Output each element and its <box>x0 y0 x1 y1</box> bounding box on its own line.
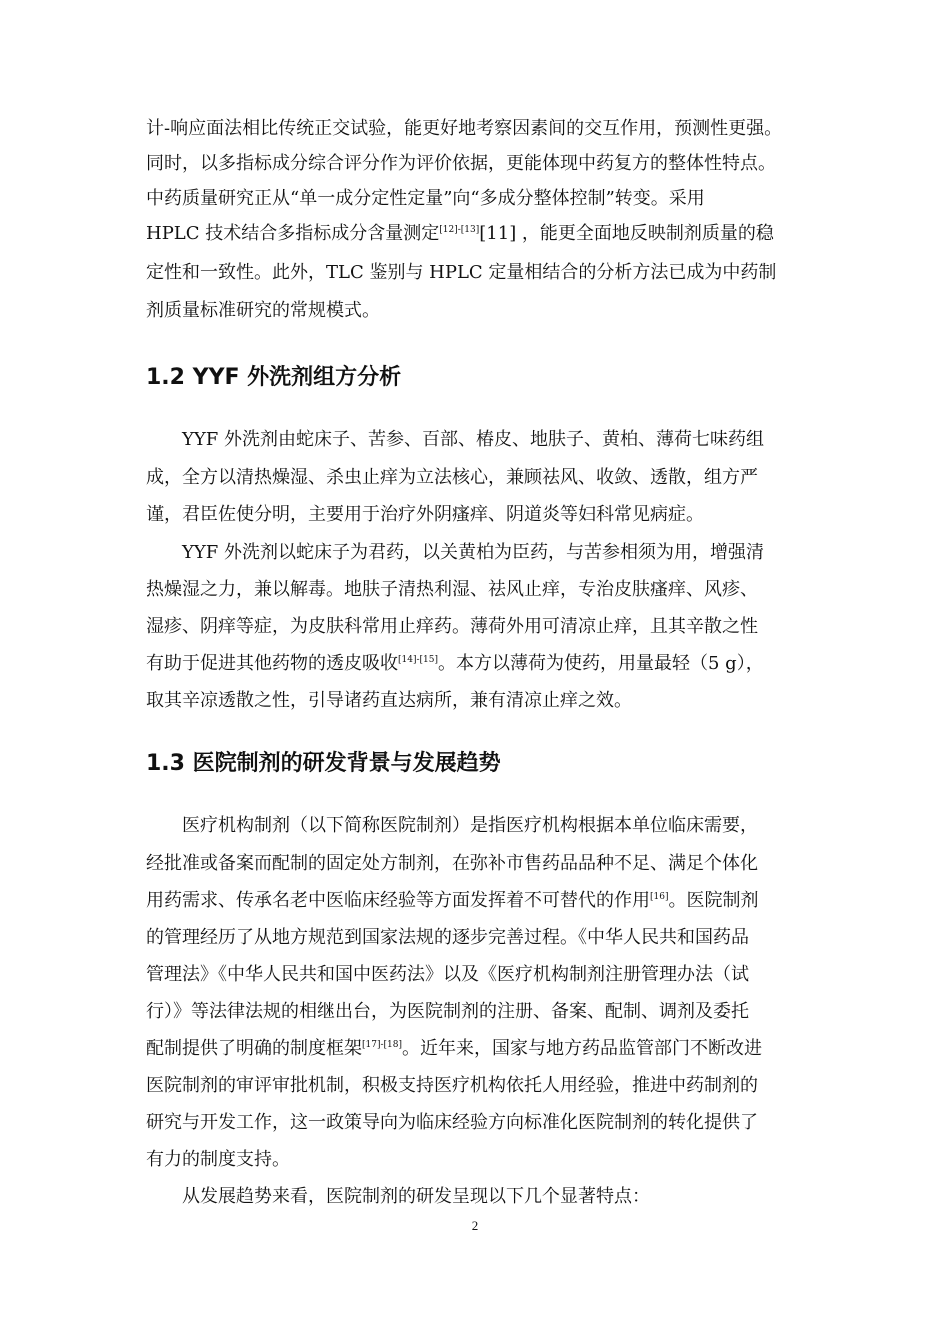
body-text-line: 行）》等法律法规的相继出台，为医院制剂的注册、备案、配制、调剂及委托 <box>146 1001 749 1022</box>
body-text-line: 热燥湿之力，兼以解毒。地肤子清热利湿、祛风止痒，专治皮肤瘙痒、风疹、 <box>146 579 758 600</box>
text-span: 。医院制剂 <box>668 890 759 911</box>
body-text-line: 谨，君臣佐使分明，主要用于治疗外阴瘙痒、阴道炎等妇科常见病症。 <box>146 504 704 525</box>
body-text-line: 的管理经历了从地方规范到国家法规的逐步完善过程。《中华人民共和国药品 <box>146 927 749 948</box>
body-text-line: 定性和一致性。此外，TLC 鉴别与 HPLC 定量相结合的分析方法已成为中药制 <box>146 262 777 283</box>
text-span: [11] ，能更全面地反映制剂质量的稳 <box>479 223 774 244</box>
body-text-line <box>146 652 764 676</box>
body-text-line: 有力的制度支持。 <box>146 1149 290 1170</box>
body-text-line: YYF 外洗剂由蛇床子、苦参、百部、椿皮、地肤子、黄柏、薄荷七味药组 <box>182 429 764 450</box>
text-span: HPLC 技术结合多指标成分含量测定 <box>146 223 440 244</box>
text-span: 有助于促进其他药物的透皮吸收 <box>146 653 398 674</box>
page-number: 2 <box>471 1218 479 1233</box>
body-text-line: 湿疹、阴痒等症，为皮肤科常用止痒药。薄荷外用可清凉止痒，且其辛散之性 <box>146 616 758 637</box>
body-text-line: 经批准或备案而配制的固定处方制剂，在弥补市售药品品种不足、满足个体化 <box>146 853 758 874</box>
section-heading: 1.3 医院制剂的研发背景与发展趋势 <box>146 751 501 776</box>
body-text-line <box>146 889 758 913</box>
body-text-line: YYF 外洗剂以蛇床子为君药，以关黄柏为臣药，与苦参相须为用，增强清 <box>182 542 764 563</box>
body-text-line: 中药质量研究正从“单一成分定性定量”向“多成分整体控制”转变。采用 <box>146 188 705 209</box>
body-text-line: 同时，以多指标成分综合评分作为评价依据，更能体现中药复方的整体性特点。 <box>146 153 776 174</box>
text-span: 配制提供了明确的制度框架 <box>146 1038 362 1059</box>
citation-ref: [17]-[18] <box>362 1040 402 1050</box>
text-span: 。本方以薄荷为使药，用量最轻（5 g）， <box>438 653 764 674</box>
citation-ref: [14]-[15] <box>398 655 438 665</box>
body-text-line: 从发展趋势来看，医院制剂的研发呈现以下几个显著特点： <box>182 1186 650 1207</box>
text-span: 。近年来，国家与地方药品监管部门不断改进 <box>402 1038 762 1059</box>
section-heading: 1.2 YYF 外洗剂组方分析 <box>146 365 402 390</box>
body-text-line <box>146 1037 762 1061</box>
body-text-line: 剂质量标准研究的常规模式。 <box>146 300 380 321</box>
body-text-line: 医疗机构制剂（以下简称医院制剂）是指医疗机构根据本单位临床需要， <box>182 815 758 836</box>
citation-ref: [12]-[13] <box>439 225 480 235</box>
body-text-line: 计-响应面法相比传统正交试验，能更好地考察因素间的交互作用，预测性更强。 <box>146 118 783 139</box>
body-text-line: 研究与开发工作，这一政策导向为临床经验方向标准化医院制剂的转化提供了 <box>146 1112 758 1133</box>
text-span: 用药需求、传承名老中医临床经验等方面发挥着不可替代的作用 <box>146 890 650 911</box>
body-text-line: 医院制剂的审评审批机制，积极支持医疗机构依托人用经验，推进中药制剂的 <box>146 1075 758 1096</box>
body-text-line <box>146 222 774 246</box>
body-text-line: 管理法》《中华人民共和国中医药法》以及《医疗机构制剂注册管理办法（试 <box>146 964 749 985</box>
body-text-line: 成，全方以清热燥湿、杀虫止痒为立法核心，兼顾祛风、收敛、透散，组方严 <box>146 467 758 488</box>
citation-ref: [16] <box>650 892 669 902</box>
body-text-line: 取其辛凉透散之性，引导诸药直达病所，兼有清凉止痒之效。 <box>146 690 632 711</box>
